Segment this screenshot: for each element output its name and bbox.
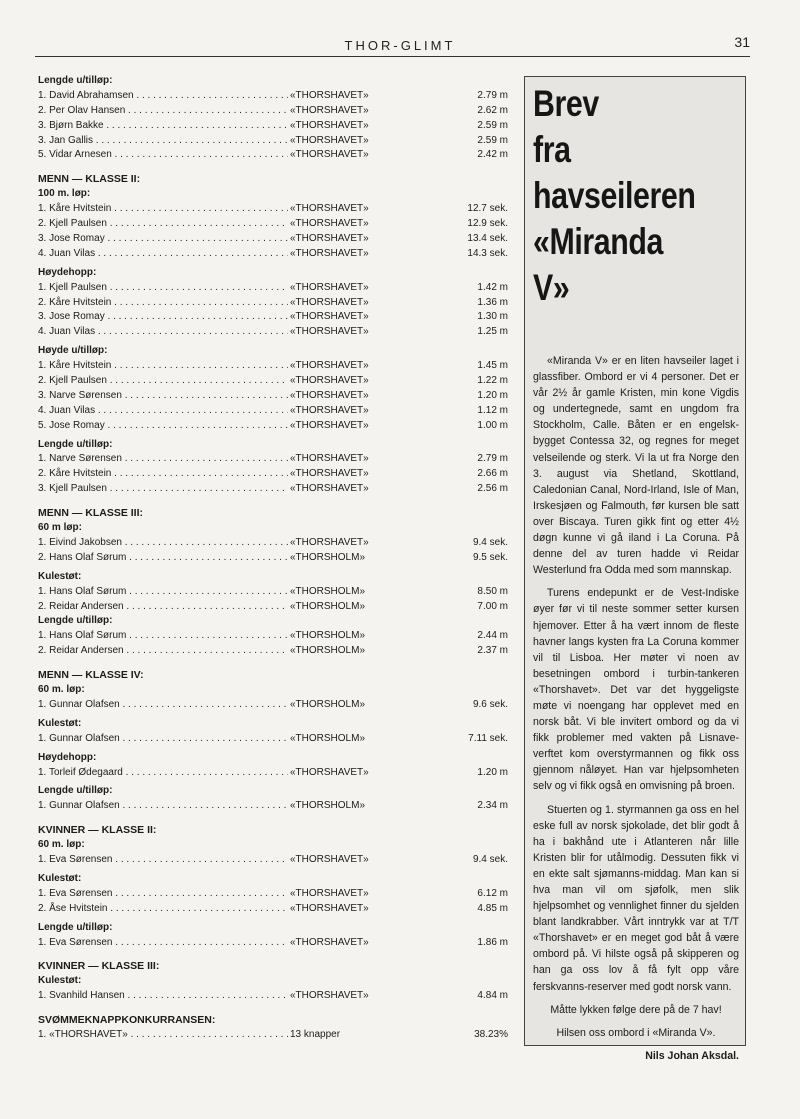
club-name: «THORSHAVET»: [290, 766, 369, 778]
club-name: «THORSHOLM»: [290, 630, 366, 642]
athlete-name: 2. Kåre Hvitstein . . .: [38, 467, 288, 482]
athlete-name: 1. Torleif Ødegaard . . .: [38, 766, 288, 781]
result-value: 2.79 m: [477, 89, 508, 101]
event-heading: 60 m. løp:: [38, 839, 85, 851]
header-rule: [35, 56, 750, 57]
result-row: [38, 104, 508, 119]
result-value: 2.37 m: [477, 645, 508, 657]
result-row: [38, 217, 508, 232]
event-heading: Lengde u/tilløp:: [38, 921, 113, 933]
athlete-name: 2. Per Olav Hansen . . .: [38, 104, 288, 119]
section-heading: KVINNER — KLASSE III:: [38, 960, 160, 973]
result-row: [38, 629, 508, 644]
club-name: «THORSHAVET»: [290, 887, 369, 899]
result-row: [38, 359, 508, 374]
club-name: «THORSHAVET»: [290, 311, 369, 323]
result-value: 2.79 m: [477, 453, 508, 465]
event-heading: Kulestøt:: [38, 872, 82, 884]
result-value: 7.00 m: [477, 600, 508, 612]
result-value: 13.4 sek.: [467, 232, 508, 244]
result-row: [38, 119, 508, 134]
athlete-name: 1. Eva Sørensen . . .: [38, 853, 288, 868]
athlete-name: 1. David Abrahamsen . . .: [38, 89, 288, 104]
result-row: [38, 853, 508, 868]
athlete-name: 2. Hans Olaf Sørum . . .: [38, 551, 288, 566]
result-value: 1.20 m: [477, 389, 508, 401]
athlete-name: 1. Eivind Jakobsen . . .: [38, 536, 288, 551]
result-value: 2.44 m: [477, 630, 508, 642]
result-value: 1.30 m: [477, 311, 508, 323]
result-value: 2.34 m: [477, 800, 508, 812]
result-value: 1.86 m: [477, 936, 508, 948]
letter-paragraph: Turens endepunkt er de Vest-Indiske øyer før vi til neste sommer setter kursen hjemover. Etter å ha vært innom de fleste havner langs kysten fra La Coruna kommer vil til Lisboa. Her møter vi noen av besetningen ombord i turbin-tankeren «Thorshavet». Det var det hyggeligste møte vi noengang har opplevet med en norsk båt. Vi ble invitert ombord og da vi fikk problemer med vakten på Lisnave-verftet kom overstyrmannen og fikk oss gjennom nåløyet. Han var hjelpsomheten selv og vi fikk også en omvisning på broen.: [533, 587, 739, 793]
athlete-name: 1. Eva Sørensen . . .: [38, 887, 288, 902]
result-value: 1.20 m: [477, 766, 508, 778]
result-row: [38, 452, 508, 467]
letter-title-line: havseileren: [533, 175, 696, 216]
club-name: «THORSHAVET»: [290, 149, 369, 161]
result-value: 8.50 m: [477, 585, 508, 597]
club-name: «THORSHAVET»: [290, 326, 369, 338]
athlete-name: 1. Kåre Hvitstein . . .: [38, 359, 288, 374]
event-heading: Lengde u/tilløp:: [38, 615, 113, 627]
athlete-name: 2. Kjell Paulsen . . .: [38, 217, 288, 232]
athlete-name: 4. Juan Vilas . . .: [38, 325, 288, 340]
athlete-name: 2. Reidar Andersen . . .: [38, 644, 288, 659]
club-name: «THORSHAVET»: [290, 389, 369, 401]
event-heading: Høydehopp:: [38, 266, 97, 278]
athlete-name: 1. Gunnar Olafsen . . .: [38, 698, 288, 713]
section-heading: MENN — KLASSE III:: [38, 507, 144, 520]
result-row: [38, 374, 508, 389]
result-row: [38, 232, 508, 247]
event-heading: Kulestøt:: [38, 570, 82, 582]
result-row: [38, 799, 508, 814]
result-value: 2.59 m: [477, 119, 508, 131]
result-row: [38, 698, 508, 713]
letter-paragraph: Måtte lykken følge dere på de 7 hav!: [550, 1003, 722, 1016]
event-heading: Høyde u/tilløp:: [38, 345, 108, 357]
result-value: 1.00 m: [477, 419, 508, 431]
result-row: [38, 148, 508, 163]
result-value: 9.6 sek.: [472, 698, 508, 710]
club-name: «THORSHAVET»: [290, 419, 369, 431]
result-value: 1.25 m: [477, 326, 508, 338]
club-name: «THORSHOLM»: [290, 600, 366, 612]
letter-paragraph: Stuerten og 1. styrmannen ga oss en hel eske full av norsk sjokolade, det blir godt å ha i bakhånd ute i Atlanteren når lille Kristen blir for utålmodig. Dessuten fikk vi en ekte salt sjømanns-middag. Man kan si hva man vil om sjøfolk, men slik hjelpsomhet og vennlighet finner du sjelden blant landkrabber. Vårt inntrykk var at T/T «Thorshavet» er en meget god båt å være ombord på. Vi hilste også på skipperen og han ga oss lov å få fylt opp våre ferskvanns-reserver med godt norsk vann.: [533, 803, 739, 993]
event-heading: 100 m. løp:: [38, 188, 91, 200]
result-value: 1.42 m: [477, 281, 508, 293]
result-value: 4.85 m: [477, 902, 508, 914]
page-number: 31: [734, 34, 750, 50]
result-row: [38, 134, 508, 149]
event-heading: 60 m løp:: [38, 522, 82, 534]
result-value: 2.59 m: [477, 134, 508, 146]
athlete-name: 3. Kjell Paulsen . . .: [38, 482, 288, 497]
athlete-name: 3. Bjørn Bakke . . .: [38, 119, 288, 134]
club-name: «THORSHAVET»: [290, 203, 369, 215]
event-heading: 60 m. løp:: [38, 684, 85, 696]
club-name: «THORSHAVET»: [290, 360, 369, 372]
result-row: [38, 936, 508, 951]
club-name: «THORSHAVET»: [290, 281, 369, 293]
athlete-name: 1. Hans Olaf Sørum . . .: [38, 629, 288, 644]
result-row: [38, 247, 508, 262]
letter-box: [524, 76, 746, 1062]
event-heading: Lengde u/tilløp:: [38, 785, 113, 797]
letter-body: [533, 353, 739, 1064]
result-value: 12.7 sek.: [467, 203, 508, 215]
club-name: «THORSHOLM»: [290, 585, 366, 597]
club-name: «THORSHAVET»: [290, 232, 369, 244]
club-name: «THORSHAVET»: [290, 404, 369, 416]
result-row: [38, 887, 508, 902]
athlete-name: 5. Jose Romay . . .: [38, 419, 288, 434]
athlete-name: 2. Åse Hvitstein . . .: [38, 902, 288, 917]
result-row: [38, 404, 508, 419]
event-heading: Kulestøt:: [38, 717, 82, 729]
athlete-name: 2. Reidar Andersen . . .: [38, 600, 288, 615]
result-row: [38, 989, 508, 1004]
result-value: 6.12 m: [477, 887, 508, 899]
result-value: 2.56 m: [477, 483, 508, 495]
club-name: «THORSHAVET»: [290, 104, 369, 116]
letter-paragraph: Hilsen oss ombord i «Miranda V».: [556, 1026, 716, 1039]
result-value: 7.11 sek.: [468, 732, 508, 744]
club-name: «THORSHAVET»: [290, 936, 369, 948]
athlete-name: 3. Jose Romay . . .: [38, 232, 288, 247]
club-name: «THORSHOLM»: [290, 698, 366, 710]
club-name: «THORSHOLM»: [290, 645, 366, 657]
result-value: 4.84 m: [477, 990, 508, 1002]
club-name: «THORSHAVET»: [290, 453, 369, 465]
letter-title-line: Brev: [533, 83, 599, 124]
letter-title-line: fra: [533, 129, 571, 170]
athlete-name: 3. Narve Sørensen . . .: [38, 389, 288, 404]
athlete-name: 2. Kåre Hvitstein . . .: [38, 296, 288, 311]
athlete-name: 1. Narve Sørensen . . .: [38, 452, 288, 467]
athlete-name: 1. Kåre Hvitstein . . .: [38, 202, 288, 217]
club-name: «THORSHOLM»: [290, 732, 366, 744]
result-row: [38, 585, 508, 600]
athlete-name: 3. Jan Gallis . . .: [38, 134, 288, 149]
club-name: «THORSHOLM»: [290, 800, 366, 812]
club-name: «THORSHAVET»: [290, 119, 369, 131]
result-row: [38, 732, 508, 747]
section-heading: KVINNER — KLASSE II:: [38, 824, 157, 837]
result-row: [38, 296, 508, 311]
result-value: 38.23%: [474, 1029, 508, 1040]
result-value: 14.3 sek.: [467, 247, 508, 259]
result-value: 1.36 m: [477, 296, 508, 308]
athlete-name: 1. Eva Sørensen . . .: [38, 936, 288, 951]
club-name: «THORSHAVET»: [290, 468, 369, 480]
athlete-name: 3. Jose Romay . . .: [38, 310, 288, 325]
result-row: [38, 766, 508, 781]
result-row: [38, 419, 508, 434]
result-value: 1.45 m: [477, 360, 508, 372]
event-heading: Lengde u/tilløp:: [38, 75, 113, 86]
club-name: «THORSHOLM»: [290, 551, 366, 563]
result-value: 2.62 m: [477, 104, 508, 116]
athlete-name: 1. Hans Olaf Sørum . . .: [38, 585, 288, 600]
athlete-name: 1. «THORSHAVET» . . .: [38, 1028, 288, 1043]
running-header: THOR-GLIMT: [344, 38, 456, 53]
event-heading: Kulestøt:: [38, 975, 82, 987]
result-row: [38, 467, 508, 482]
letter-title-line: «Miranda V»: [533, 221, 663, 308]
section-heading: MENN — KLASSE II:: [38, 173, 141, 186]
club-name: «THORSHAVET»: [290, 990, 369, 1002]
result-row: [38, 482, 508, 497]
club-name: «THORSHAVET»: [290, 296, 369, 308]
athlete-name: 1. Svanhild Hansen . . .: [38, 989, 288, 1004]
club-name: «THORSHAVET»: [290, 902, 369, 914]
club-name: 13 knapper: [290, 1029, 341, 1040]
club-name: «THORSHAVET»: [290, 483, 369, 495]
letter-paragraph: «Miranda V» er en liten havseiler laget i glassfiber. Ombord er vi 4 personer. Det er vår 2½ år gamle Kristen, min kone Vigdis og undertegnede, samt en ungdom fra Stockholm, Calle. Båten er en engelsk-bygget Contessa 32, og regnes for meget velseilende og sterk. Vi la ut fra Norge den 3. august via Shetland, Skottland, Caledonian Canal, Nord-Irland, Isle of Man, Irskesjøen og Falmouth, før kursen ble satt over Biscaya. Turen gikk fint og etter 4½ døgn kunne vi gå iland i La Coruna. På denne del av turen hadde vi Reidar Westerlund fra Odda med som mannskap.: [533, 355, 739, 577]
result-row: [38, 536, 508, 551]
athlete-name: 1. Gunnar Olafsen . . .: [38, 799, 288, 814]
athlete-name: 4. Juan Vilas . . .: [38, 247, 288, 262]
athlete-name: 5. Vidar Arnesen . . .: [38, 148, 288, 163]
letter-title: [533, 81, 705, 311]
result-row: [38, 89, 508, 104]
result-row: [38, 310, 508, 325]
result-value: 2.66 m: [477, 468, 508, 480]
club-name: «THORSHAVET»: [290, 218, 369, 230]
athlete-name: 4. Juan Vilas . . .: [38, 404, 288, 419]
result-row: [38, 202, 508, 217]
club-name: «THORSHAVET»: [290, 89, 369, 101]
result-row: [38, 600, 508, 615]
result-value: 9.4 sek.: [472, 536, 508, 548]
result-value: 1.12 m: [477, 404, 508, 416]
event-heading: Lengde u/tilløp:: [38, 438, 113, 450]
result-row: [38, 325, 508, 340]
athlete-name: 1. Kjell Paulsen . . .: [38, 281, 288, 296]
result-value: 12.9 sek.: [467, 218, 508, 230]
result-value: 1.22 m: [477, 375, 508, 386]
result-row: [38, 644, 508, 659]
result-value: 9.5 sek.: [472, 551, 508, 563]
club-name: «THORSHAVET»: [290, 247, 369, 259]
club-name: «THORSHAVET»: [290, 854, 369, 866]
event-heading: Høydehopp:: [38, 751, 97, 763]
club-name: «THORSHAVET»: [290, 536, 369, 548]
result-row: [38, 902, 508, 917]
result-row: [38, 551, 508, 566]
section-heading: SVØMMEKNAPPKONKURRANSEN:: [38, 1014, 216, 1027]
club-name: «THORSHAVET»: [290, 134, 369, 146]
result-row: [38, 1028, 508, 1043]
result-row: [38, 389, 508, 404]
results-list: [38, 74, 508, 1043]
result-value: 2.42 m: [477, 149, 508, 161]
section-heading: MENN — KLASSE IV:: [38, 669, 144, 682]
club-name: «THORSHAVET»: [290, 375, 369, 386]
athlete-name: 1. Gunnar Olafsen . . .: [38, 732, 288, 747]
athlete-name: 2. Kjell Paulsen . . .: [38, 374, 288, 389]
letter-signature: Nils Johan Aksdal.: [645, 1049, 739, 1062]
result-row: [38, 281, 508, 296]
result-value: 9.4 sek.: [472, 854, 508, 866]
